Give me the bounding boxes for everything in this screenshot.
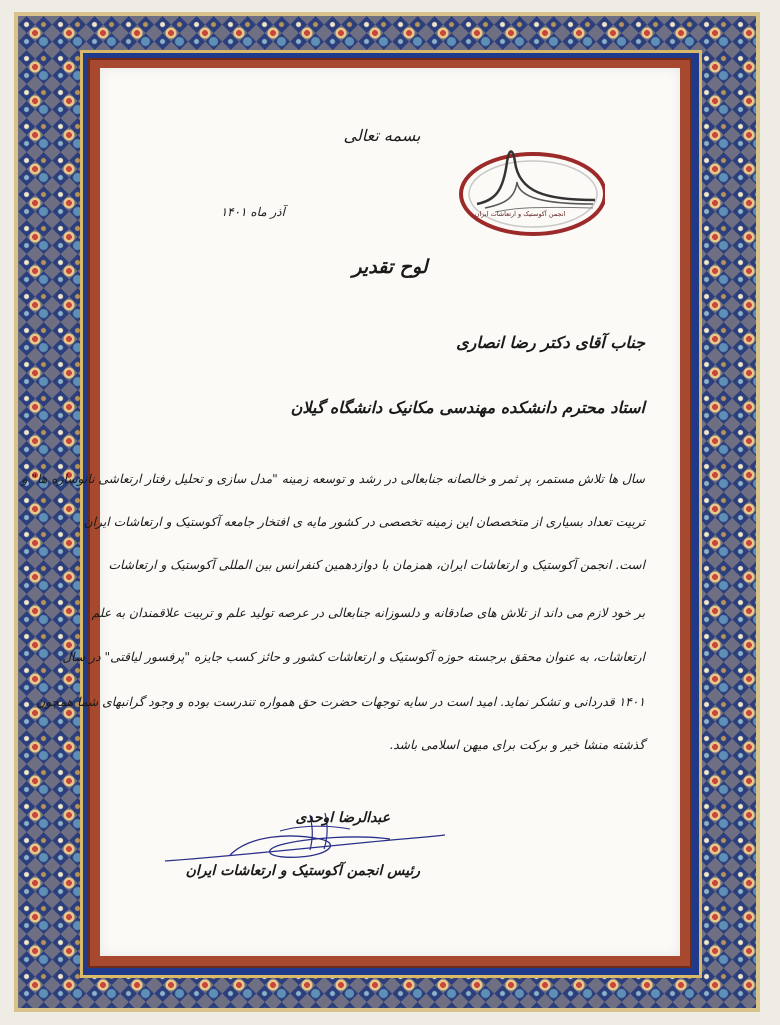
body-line: ۱۴۰۱ قدردانی و تشکر نماید. امید است در سایه توجهات حضرت حق همواره تندرست بوده و وجود گرانبهای شما همچون [36,695,645,709]
signer-name: عبدالرضا اوحدی [295,810,390,826]
body-line: سال ها تلاش مستمر، پر ثمر و خالصانه جنابعالی در رشد و توسعه زمینه "مدل سازی و تحلیل رفتار ارتعاشی نانوسازه ها" و [21,472,645,486]
body-line: ارتعاشات، به عنوان محقق برجسته حوزه آکوستیک و ارتعاشات کشور و حائز کسب جایزه "پرفسور لیاقتی" در سال [62,650,645,664]
body-line: بر خود لازم می داند از تلاش های صادقانه و دلسوزانه جنابعالی در عرصه تولید علم و تربیت علاقمندان به علم [91,606,645,620]
recipient-position: استاد محترم دانشکده مهندسی مکانیک دانشگاه گیلان [290,398,645,417]
association-logo-icon [455,142,605,246]
certificate-date: آذر ماه ۱۴۰۱ [220,205,285,219]
certificate-title: لوح تقدیر [352,256,428,278]
body-line: است. انجمن آکوستیک و ارتعاشات ایران، همزمان با دوازدهمین کنفرانس بین المللی آکوستیک و ارتعاشات [108,558,645,572]
body-line: تربیت تعداد بسیاری از متخصصان این زمینه تخصصی در کشور مایه ی افتخار جامعه آکوستیک و ارتعاشات ایران [83,515,645,529]
recipient-name: جناب آقای دکتر رضا انصاری [456,333,645,352]
body-line: گذشته منشا خیر و برکت برای میهن اسلامی باشد. [389,738,645,752]
logo-text: انجمن آکوستیک و ارتعاشات ایران [474,210,566,218]
basmala-heading: بسمه تعالی [343,126,421,145]
signer-title: رئیس انجمن آکوستیک و ارتعاشات ایران [185,863,420,879]
